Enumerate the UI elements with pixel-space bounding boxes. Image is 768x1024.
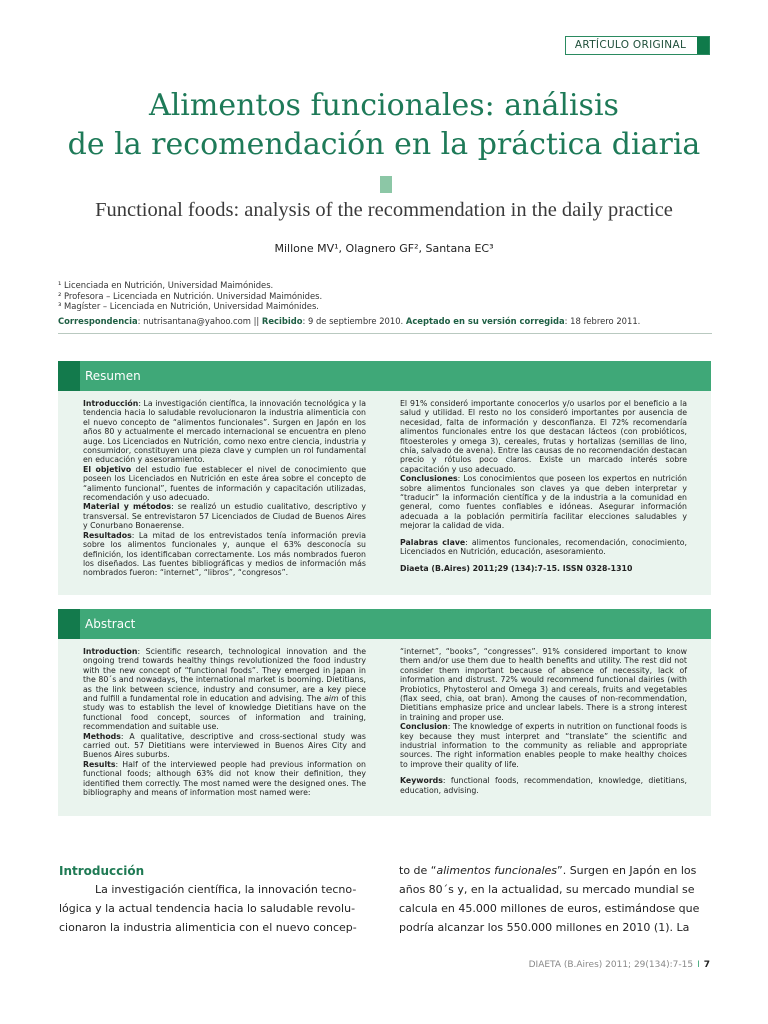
page-number: 7: [703, 960, 710, 970]
authors: Millone MV¹, Olagnero GF², Santana EC³: [274, 242, 494, 255]
resumen-objective-text: del estudio fue establecer el nivel de conocimiento que poseen los Licenciados en Nutrición en este área sobre el concepto de “alimento funcional”, fuentes de información y capacitación utilizadas, recomendación y uso adecuado.: [83, 464, 366, 503]
resumen-methods-label: Material y métodos: [83, 502, 172, 512]
accepted-label: Aceptado en su versión corregida: [405, 316, 565, 326]
abstract-intro-text: : Scientific research, technological innovation and the ongoing trend towards healthy things revolutionized the food industry with the new concept of “functional foods”. They emerged in Japan in the 80´s and nowadays, the international market is booming. Dietitians, as the link between science, industry and consumer, are a key piece and fulfill a fundamental role in education and advising. The: [83, 647, 366, 704]
intro-text: ”. Surgen en Japón en los: [557, 864, 697, 877]
resumen-conclusions-text: : Los conocimientos que poseen los expertos en nutrición sobre alimentos funcionales son claves ya que deben interpretar y “traducir” la información científica y de la industria a la comunidad en general, como fuentes confiables e idóneas. Asegurar información adecuada a la población permitiría facilitar elecciones saludables y mejorar la calidad de vida.: [400, 474, 687, 531]
intro-left-column: [59, 880, 371, 937]
intro-line: podría alcanzar los 550.000 millones en 2010 (1). La: [399, 921, 690, 934]
resumen-header: [58, 361, 711, 391]
abstract-conclusion: [400, 722, 687, 769]
abstract-results: [83, 760, 366, 798]
abstract-methods-label: Methods: [83, 731, 121, 741]
abstract-results-text: : Half of the interviewed people had previous information on functional foods; although 63% did not know their definition, they identified them correctly. The most named were the designed ones. The bibliography and means of information most named were:: [83, 759, 366, 798]
resumen-results-continued: El 91% consideró importante conocerlos y/o usarlos por el beneficio a la salud y utilidad. El resto no los consideró importantes por ausencia de necesidad, falta de información y desconfianza. El 72% recomendaría alimentos funcionales entre los que destacan lácteos (con probióticos, fitoesteroles y omega 3), cereales, frutas y hortalizas (semillas de lino, chía, salvado de avena). Entre las causas de no recomendación destacan precio y rótulos poco claros. Existe un marcado interés sobre capacitación y uso adecuado.: [400, 399, 687, 474]
page-footer: [529, 960, 710, 970]
abstract-box: [58, 609, 711, 816]
received-label: Recibido: [261, 316, 303, 326]
title-line-2: de la recomendación en la práctica diaria: [67, 127, 701, 162]
resumen-left-column: [83, 399, 366, 578]
resumen-methods: [83, 502, 366, 530]
abstract-left-column: [83, 647, 366, 798]
title-marker: [380, 176, 392, 193]
abstract-intro-label: Introduction: [83, 647, 138, 656]
divider: [58, 333, 712, 334]
intro-line: cionaron la industria alimenticia con el nuevo concep-: [59, 921, 357, 934]
resumen-results-label: Resultados: [83, 530, 132, 540]
correspondence-line: [58, 316, 640, 326]
abstract-title: Abstract: [85, 617, 136, 631]
abstract-conclusion-text: : The knowledge of experts in nutrition on functional foods is key because they must interpret and “translate” the scientific and industrial information to the community as reliable and appropriate sources. The right information enables people to make healthy choices to improve their quality of life.: [400, 722, 687, 769]
affiliations: [58, 280, 322, 312]
intro-text: to de “: [399, 864, 437, 877]
resumen-keywords-text: : alimentos funcionales, recomendación, conocimiento, Licenciados en Nutrición, educación, asesoramiento.: [400, 537, 688, 557]
resumen-objective-label: El objetivo: [83, 464, 132, 474]
resumen-keywords: [400, 538, 687, 557]
resumen-intro: [83, 399, 366, 465]
resumen-header-marker: [58, 361, 80, 391]
intro-right-column: [399, 861, 711, 937]
footer-separator: I: [697, 960, 700, 970]
resumen-results-text: : La mitad de los entrevistados tenía información previa sobre los alimentos funcionales y, aunque el 63% desconocía su definición, los identificaban correctamente. Los más nombrados fueron los diseñados. Las fuentes bibliográficas y medios de información más nombrados fueron: “internet”, “libros”, “congresos”.: [83, 530, 366, 578]
abstract-keywords: [400, 776, 687, 795]
abstract-header-marker: [58, 609, 80, 639]
article-type-tag: [565, 36, 710, 55]
abstract-results-label: Results: [83, 759, 116, 769]
resumen-objective: [83, 465, 366, 503]
resumen-results: [83, 531, 366, 578]
tag-accent-block: [697, 37, 709, 54]
section-heading-introduccion: Introducción: [59, 864, 145, 878]
resumen-title: Resumen: [85, 369, 141, 383]
affiliation-2: ² Profesora – Licenciada en Nutrición. Universidad Maimónides.: [58, 290, 323, 301]
resumen-conclusions-label: Conclusiones: [400, 474, 458, 484]
abstract-methods-text: : A qualitative, descriptive and cross-sectional study was carried out. 57 Dietitians were interviewed in Buenos Aires City and Buenos Aires suburbs.: [83, 731, 366, 760]
abstract-keywords-label: Keywords: [400, 776, 443, 786]
accepted-date: : 18 febrero 2011.: [564, 316, 641, 326]
resumen-citation: [400, 564, 687, 573]
correspondence-email: : nutrisantana@yahoo.com ||: [137, 316, 262, 326]
affiliation-3: ³ Magíster – Licenciada en Nutrición, Universidad Maimónides.: [58, 301, 319, 311]
resumen-keywords-label: Palabras clave: [400, 537, 466, 547]
abstract-intro-text-2: of this study was to establish the level of knowledge Dietitians have on the functional food concept, sources of information and training, recommendation and suitable use.: [83, 694, 367, 732]
intro-line: años 80´s y, en la actualidad, su mercado mundial se: [399, 883, 695, 896]
affiliation-1: ¹ Licenciada en Nutrición, Universidad Maimónides.: [58, 280, 274, 290]
resumen-intro-text: : La investigación científica, la innovación tecnológica y la tendencia hacia lo saludable revolucionaron la industria alimenticia con el nuevo concepto de “alimentos funcionales”. Surgen en Japón en los años 80 y actualmente el mercado internacional se encuentra en pleno auge. Los Licenciados en Nutrición, como nexo entre ciencia, industria y consumidor, constituyen una pieza clave y cumplen un rol fundamental en educación y asesoramiento.: [83, 399, 366, 465]
intro-emphasis: alimentos funcionales: [436, 864, 557, 877]
abstract-aim-word: aim: [324, 694, 339, 704]
abstract-methods: [83, 732, 366, 760]
resumen-box: [58, 361, 711, 595]
intro-line: lógica y la actual tendencia hacia lo saludable revolu-: [59, 902, 356, 915]
intro-line: calcula en 45.000 millones de euros, estimándose que: [399, 902, 700, 915]
intro-line: La investigación científica, la innovación tecno-: [95, 883, 357, 896]
resumen-intro-label: Introducción: [83, 399, 139, 408]
abstract-results-continued: “internet”, “books”, “congresses”. 91% considered important to know them and/or use them due to health benefits and utility. The rest did not consider them important because of absence of necessity, lack of information and distrust. 72% would recommend functional dairies (with Probiotics, Phytosterol and Omega 3) and cereals, fruits and vegetables (flax seed, chia, oat bran). Among the causes of non-recommendation, Dietitians emphasize price and unclear labels. There is a strong interest in training and proper use.: [400, 647, 687, 722]
correspondence-label: Correspondencia: [58, 316, 138, 326]
resumen-methods-text: : se realizó un estudio cualitativo, descriptivo y transversal. Se entrevistaron 57 Licenciados de Ciudad de Buenos Aires y Conurbano Bonaerense.: [83, 502, 366, 531]
abstract-intro: [83, 647, 366, 732]
received-date: : 9 de septiembre 2010.: [302, 316, 406, 326]
journal-citation: DIAETA (B.Aires) 2011; 29(134):7-15: [528, 960, 694, 970]
abstract-right-column: [400, 647, 687, 795]
resumen-right-column: [400, 399, 687, 573]
article-type-label: ARTÍCULO ORIGINAL: [574, 39, 687, 51]
article-title: [40, 86, 728, 164]
resumen-conclusions: [400, 474, 687, 530]
citation-text: Diaeta (B.Aires) 2011;29 (134):7-15. ISSN 0328-1310: [400, 563, 633, 573]
article-subtitle: Functional foods: analysis of the recommendation in the daily practice: [95, 199, 673, 221]
abstract-keywords-text: : functional foods, recommendation, knowledge, dietitians, education, advising.: [400, 776, 687, 795]
title-line-1: Alimentos funcionales: análisis: [149, 88, 619, 123]
abstract-conclusion-label: Conclusion: [400, 722, 448, 732]
abstract-header: [58, 609, 711, 639]
intro-line: [399, 861, 711, 880]
